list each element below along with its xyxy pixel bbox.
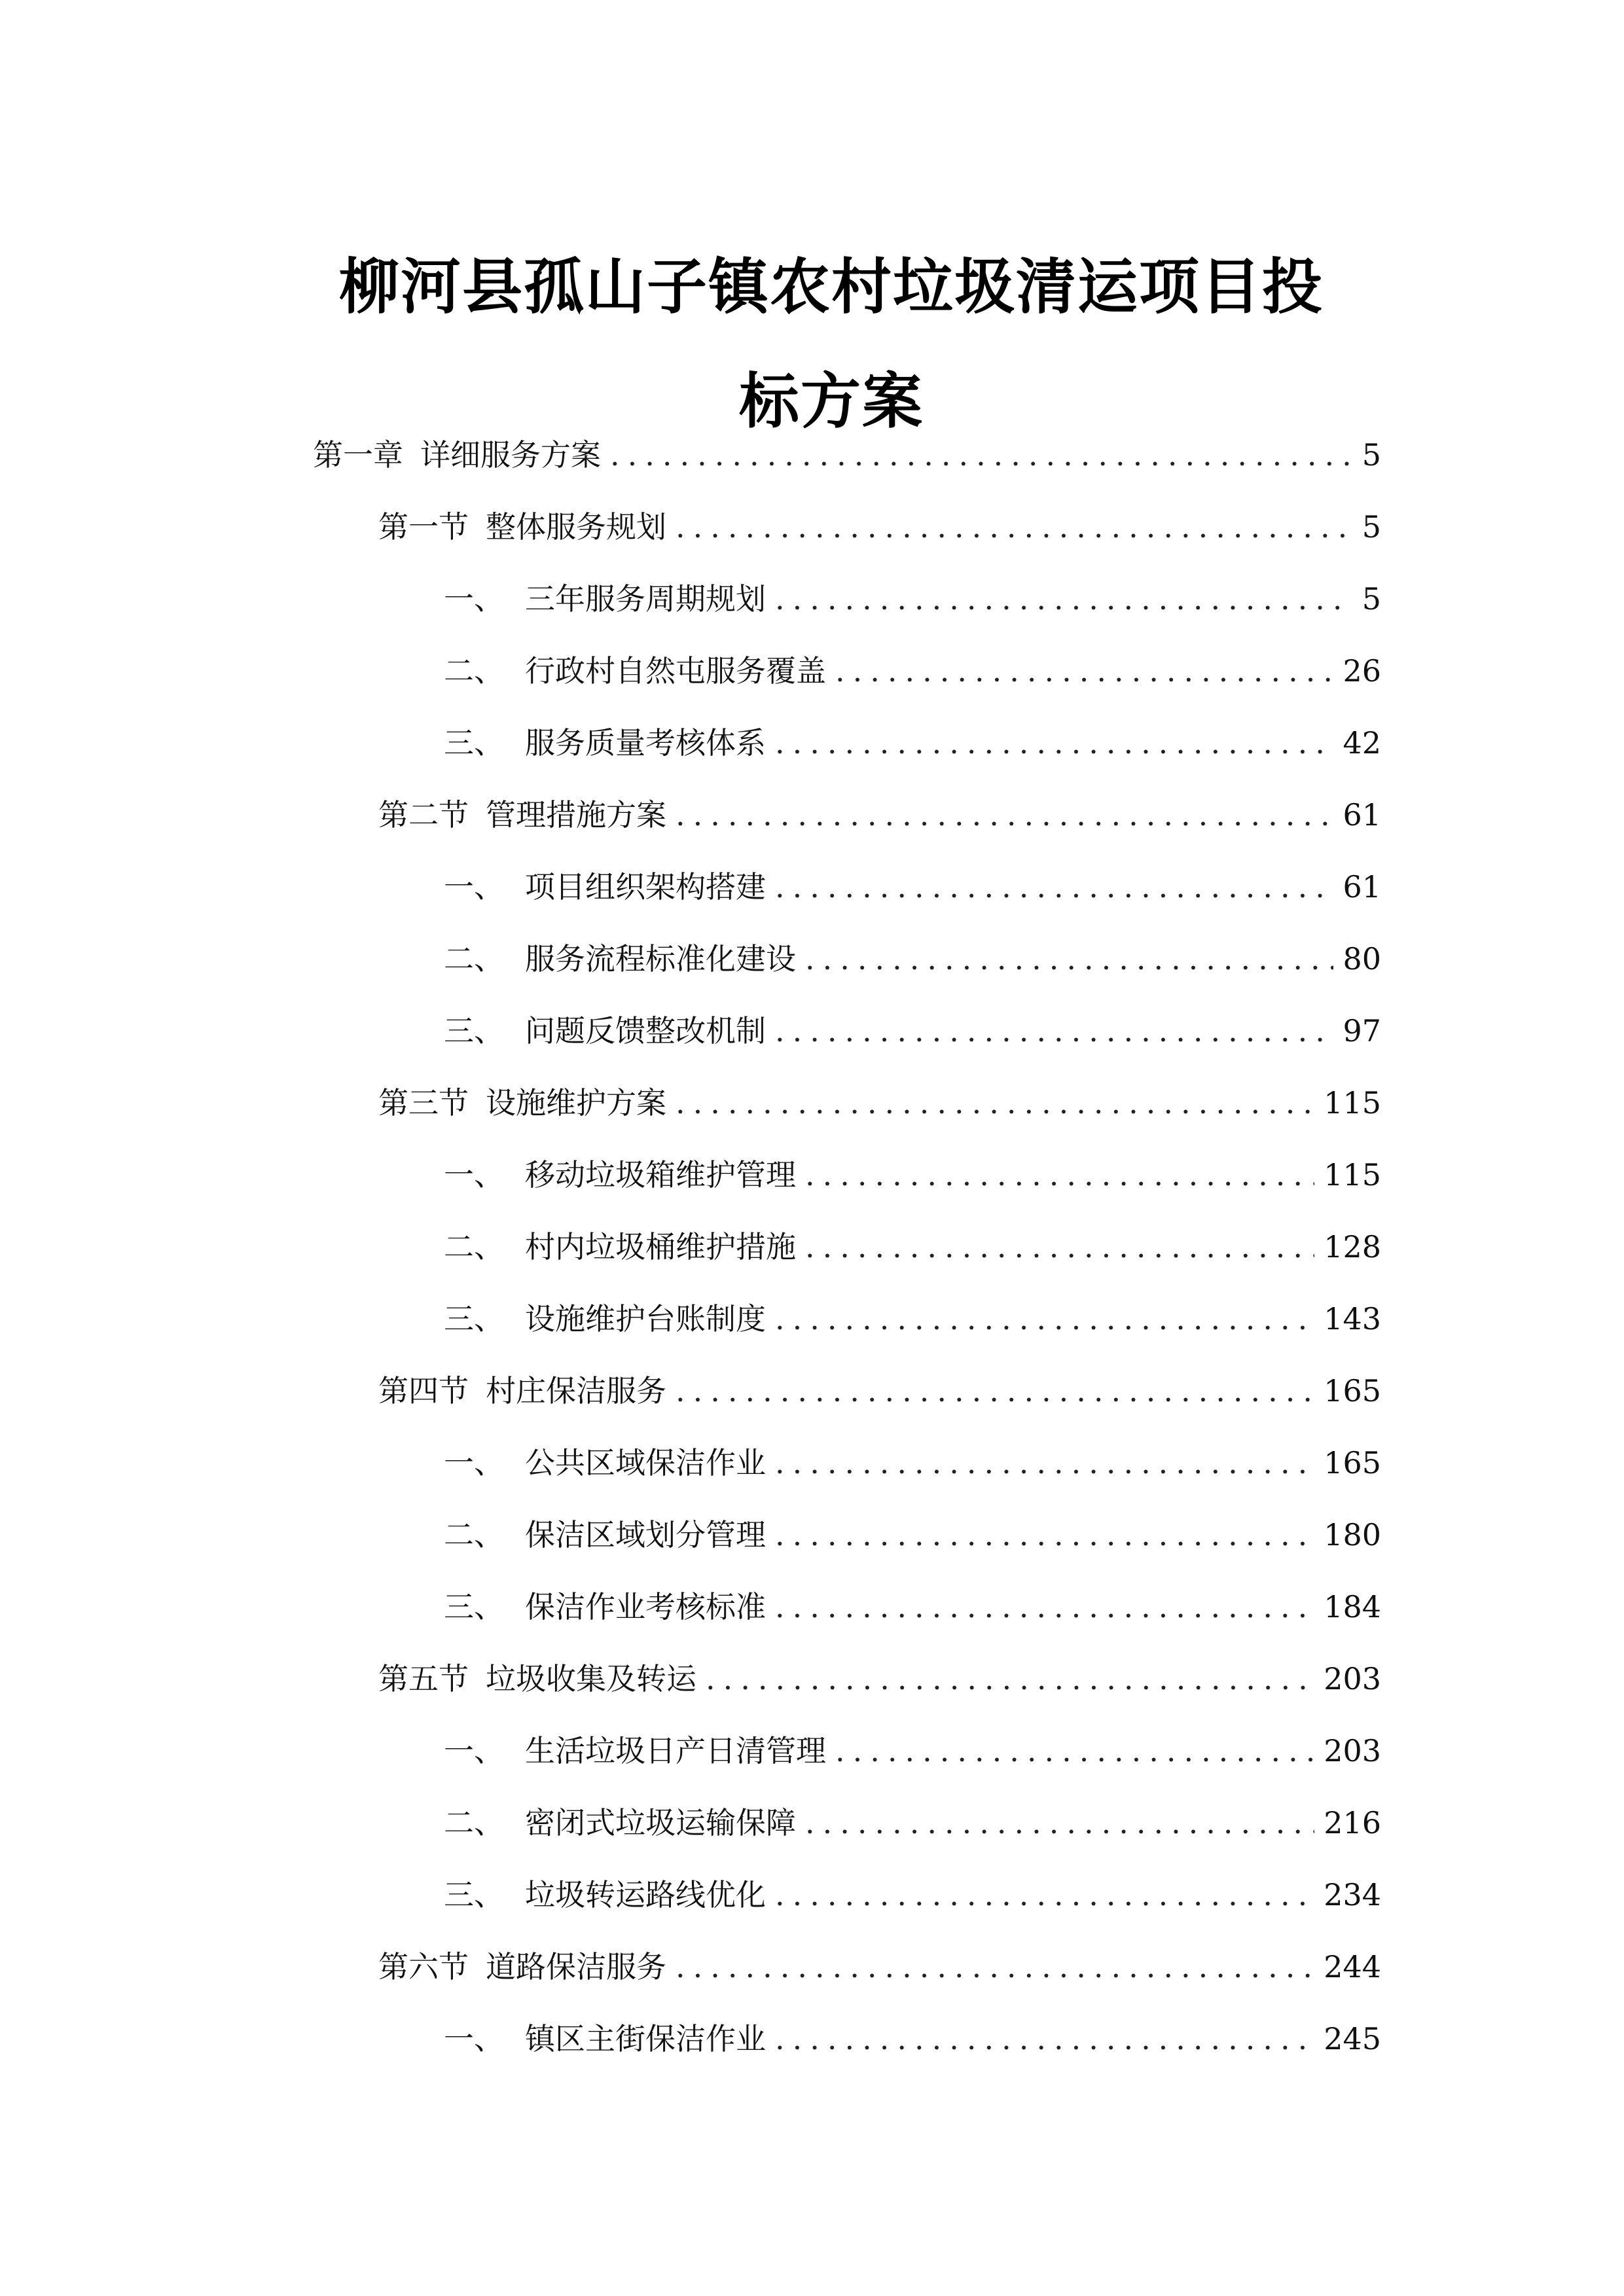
toc-dot-leader	[835, 648, 1333, 694]
toc-entry-prefix: 第一章	[313, 437, 403, 473]
toc-entry-title: 问题反馈整改机制	[525, 1013, 766, 1049]
toc-entry[interactable]	[378, 1368, 1381, 1414]
toc-entry[interactable]	[444, 1440, 1381, 1486]
toc-dot-leader	[805, 1152, 1314, 1198]
toc-entry-page-number: 5	[1362, 509, 1381, 545]
toc-entry-page-number: 245	[1324, 2021, 1381, 2056]
toc-entry[interactable]	[444, 2016, 1381, 2062]
toc-entry-prefix: 一、	[444, 581, 504, 617]
toc-entry-page-number: 203	[1324, 1733, 1381, 1768]
document-title-line-1: 柳河县孤山子镇农村垃圾清运项目投	[338, 251, 1324, 322]
toc-entry[interactable]	[444, 936, 1381, 982]
toc-entry-page-number: 97	[1343, 1013, 1381, 1049]
toc-entry-prefix: 第一节	[378, 509, 469, 545]
toc-entry-prefix: 一、	[444, 1445, 504, 1480]
toc-entry-title: 垃圾转运路线优化	[525, 1877, 766, 1912]
toc-dot-leader	[805, 1224, 1314, 1270]
toc-dot-leader	[676, 1944, 1314, 1990]
toc-entry-page-number: 234	[1324, 1877, 1381, 1912]
toc-entry[interactable]	[444, 1584, 1381, 1630]
toc-dot-leader	[610, 432, 1352, 478]
toc-dot-leader	[676, 792, 1333, 838]
toc-entry-page-number: 184	[1324, 1589, 1381, 1624]
toc-entry-page-number: 165	[1324, 1373, 1381, 1408]
toc-entry[interactable]	[378, 1944, 1381, 1990]
toc-entry-prefix: 二、	[444, 1805, 504, 1840]
toc-entry[interactable]	[444, 864, 1381, 910]
toc-dot-leader	[775, 2016, 1314, 2062]
toc-entry-page-number: 5	[1362, 581, 1381, 617]
toc-entry[interactable]	[444, 1728, 1381, 1774]
document-title-line-2: 标方案	[738, 365, 924, 437]
toc-entry[interactable]	[444, 1296, 1381, 1342]
toc-entry-page-number: 80	[1343, 941, 1381, 977]
toc-dot-leader	[775, 576, 1352, 622]
toc-entry[interactable]	[444, 1512, 1381, 1558]
toc-entry-page-number: 61	[1343, 869, 1381, 905]
toc-entry-title: 镇区主街保洁作业	[525, 2021, 766, 2056]
toc-dot-leader	[805, 1800, 1314, 1846]
toc-entry[interactable]	[444, 1872, 1381, 1918]
toc-entry[interactable]	[444, 720, 1381, 766]
toc-entry[interactable]	[378, 792, 1381, 838]
toc-entry-title: 保洁区域划分管理	[525, 1517, 766, 1552]
toc-dot-leader	[805, 936, 1333, 982]
toc-entry-title: 设施维护方案	[486, 1085, 666, 1121]
toc-entry-title: 公共区域保洁作业	[525, 1445, 766, 1480]
toc-dot-leader	[775, 1584, 1314, 1630]
toc-entry-prefix: 二、	[444, 941, 504, 977]
toc-dot-leader	[676, 504, 1352, 550]
toc-entry-prefix: 二、	[444, 1229, 504, 1265]
toc-entry-prefix: 一、	[444, 1733, 504, 1768]
toc-entry-title: 整体服务规划	[486, 509, 666, 545]
toc-dot-leader	[676, 1368, 1314, 1414]
toc-entry-page-number: 180	[1324, 1517, 1381, 1552]
toc-entry[interactable]	[444, 1008, 1381, 1054]
toc-entry-prefix: 一、	[444, 2021, 504, 2056]
toc-entry-prefix: 第二节	[378, 797, 469, 833]
toc-entry-page-number: 203	[1324, 1661, 1381, 1696]
toc-entry[interactable]	[444, 576, 1381, 622]
toc-entry-page-number: 26	[1343, 653, 1381, 689]
toc-entry-page-number: 42	[1343, 725, 1381, 761]
toc-entry-title: 生活垃圾日产日清管理	[525, 1733, 826, 1768]
toc-entry-prefix: 第六节	[378, 1949, 469, 1984]
toc-entry-prefix: 三、	[444, 1013, 504, 1049]
toc-entry-title: 村内垃圾桶维护措施	[525, 1229, 796, 1265]
toc-entry[interactable]	[444, 1224, 1381, 1270]
toc-dot-leader	[835, 1728, 1314, 1774]
toc-dot-leader	[775, 1440, 1314, 1486]
toc-entry-title: 设施维护台账制度	[525, 1301, 766, 1336]
toc-dot-leader	[775, 1512, 1314, 1558]
toc-entry-page-number: 128	[1324, 1229, 1381, 1265]
toc-entry-page-number: 165	[1324, 1445, 1381, 1480]
toc-entry-prefix: 三、	[444, 1877, 504, 1912]
toc-entry-prefix: 第四节	[378, 1373, 469, 1408]
toc-dot-leader	[775, 720, 1333, 766]
toc-entry[interactable]	[444, 648, 1381, 694]
toc-entry-title: 村庄保洁服务	[486, 1373, 666, 1408]
toc-entry-page-number: 115	[1324, 1085, 1381, 1121]
toc-entry-title: 移动垃圾箱维护管理	[525, 1157, 796, 1193]
toc-entry-page-number: 115	[1324, 1157, 1381, 1193]
toc-entry[interactable]	[378, 504, 1381, 550]
toc-entry-page-number: 216	[1324, 1805, 1381, 1840]
toc-dot-leader	[775, 1296, 1314, 1342]
toc-entry-title: 管理措施方案	[486, 797, 666, 833]
toc-entry-prefix: 三、	[444, 1301, 504, 1336]
toc-entry-prefix: 三、	[444, 1589, 504, 1624]
toc-entry-title: 垃圾收集及转运	[486, 1661, 696, 1696]
toc-entry[interactable]	[313, 432, 1381, 478]
toc-entry[interactable]	[378, 1656, 1381, 1702]
toc-dot-leader	[676, 1080, 1314, 1126]
toc-entry-title: 详细服务方案	[420, 437, 601, 473]
toc-entry[interactable]	[444, 1152, 1381, 1198]
toc-entry-title: 道路保洁服务	[486, 1949, 666, 1984]
toc-dot-leader	[775, 1008, 1333, 1054]
toc-entry-prefix: 一、	[444, 869, 504, 905]
toc-dot-leader	[775, 1872, 1314, 1918]
toc-entry-page-number: 244	[1324, 1949, 1381, 1984]
toc-entry-page-number: 61	[1343, 797, 1381, 833]
toc-entry-prefix: 一、	[444, 1157, 504, 1193]
toc-entry-title: 服务流程标准化建设	[525, 941, 796, 977]
toc-entry[interactable]	[378, 1080, 1381, 1126]
toc-entry-page-number: 143	[1324, 1301, 1381, 1336]
toc-entry-title: 服务质量考核体系	[525, 725, 766, 761]
toc-entry-prefix: 第五节	[378, 1661, 469, 1696]
toc-entry[interactable]	[444, 1800, 1381, 1846]
toc-entry-prefix: 二、	[444, 1517, 504, 1552]
toc-dot-leader	[706, 1656, 1314, 1702]
toc-entry-prefix: 三、	[444, 725, 504, 761]
toc-entry-prefix: 二、	[444, 653, 504, 689]
toc-entry-title: 保洁作业考核标准	[525, 1589, 766, 1624]
toc-entry-title: 密闭式垃圾运输保障	[525, 1805, 796, 1840]
toc-entry-title: 行政村自然屯服务覆盖	[525, 653, 826, 689]
toc-dot-leader	[775, 864, 1333, 910]
toc-entry-page-number: 5	[1362, 437, 1381, 473]
toc-entry-title: 三年服务周期规划	[525, 581, 766, 617]
toc-entry-prefix: 第三节	[378, 1085, 469, 1121]
toc-entry-title: 项目组织架构搭建	[525, 869, 766, 905]
